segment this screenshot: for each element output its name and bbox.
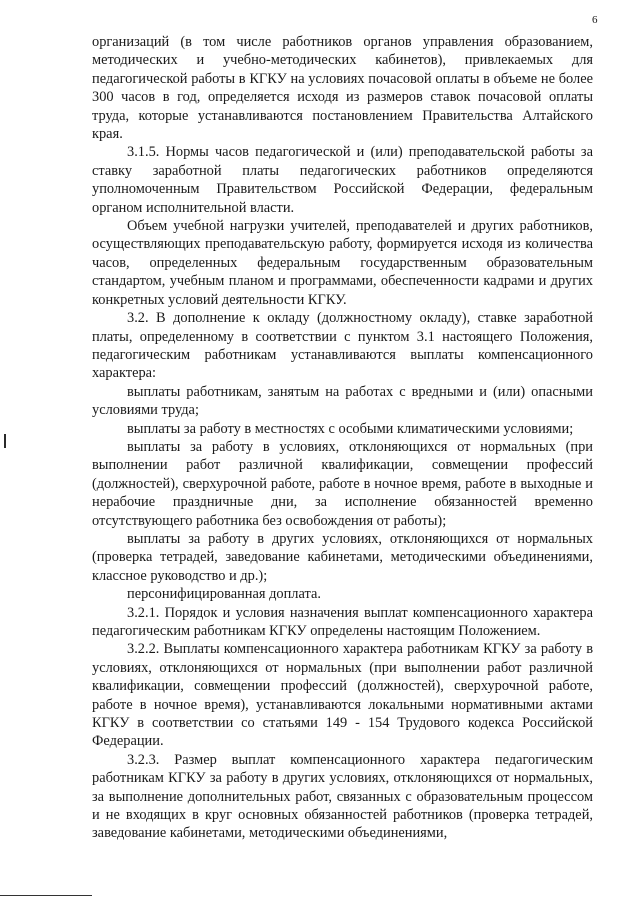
paragraph-3-1-5: 3.1.5. Нормы часов педагогической и (или) преподавательской работы за ставку заработной платы педагогических работников определяются уполномоченным Правительством Российской Федерации, федеральным органом исполнительной власти. [92,144,593,216]
margin-mark [4,434,6,448]
document-body [92,33,593,843]
paragraph-3-2-1: 3.2.1. Порядок и условия назначения выплат компенсационного характера педагогическим работникам КГКУ определены настоящим Положением. [92,604,593,639]
list-item-climatic-conditions: выплаты за работу в местностях с особыми климатическими условиями; [127,420,574,437]
list-item-abnormal-conditions: выплаты за работу в условиях, отклоняющихся от нормальных (при выполнении работ различной квалификации, совмещении профессий (должностей), сверхурочной работе, работе в ночное время, работе в выходные и нерабочие праздничные дни, за исполнение обязанностей временно отсутствующего работника без освобождения от работы); [92,438,593,529]
paragraph-3-2-2: 3.2.2. Выплаты компенсационного характера работникам КГКУ за работу в условиях, отклоняющихся от нормальных (при выполнении работ различной квалификации, совмещении профессий (должностей), сверхурочной работе, работе в ночное время), устанавливаются локальными нормативными актами КГКУ в соответствии со статьями 149 - 154 Трудового кодекса Российской Федерации. [92,641,593,750]
page-number: 6 [592,14,598,26]
footnote-rule [0,895,92,896]
paragraph-continuation: организаций (в том числе работников органов управления образованием, методических и учебно-методических кабинетов), привлекаемых для педагогической работы в КГКУ на условиях почасовой оплаты в объеме не более 300 часов в год, определяется исходя из размеров ставок почасовой оплаты труда, которые устанавливаются постановлением Правительства Алтайского края. [92,34,593,143]
paragraph-3-2: 3.2. В дополнение к окладу (должностному окладу), ставке заработной платы, определенному в соответствии с пунктом 3.1 настоящего Положения, педагогическим работникам устанавливаются выплаты компенсационного характера: [92,310,593,382]
list-item-hazardous-work: выплаты работникам, занятым на работах с вредными и (или) опасными условиями труда; [92,383,593,419]
paragraph-3-2-3: 3.2.3. Размер выплат компенсационного характера педагогическим работникам КГКУ за работу в других условиях, отклоняющихся от нормальных, за выполнение дополнительных работ, связанных с образовательным процессом и не входящих в круг основных обязанностей работников (проверка тетрадей, заведование кабинетами, методическими объединениями, [92,751,593,842]
list-item-other-conditions: выплаты за работу в других условиях, отклоняющихся от нормальных (проверка тетрадей, заведование кабинетами, методическими объединениями, классное руководство и др.); [92,530,593,584]
list-item-personal-bonus: персонифицированная доплата. [127,586,321,603]
paragraph-teaching-load: Объем учебной нагрузки учителей, преподавателей и других работников, осуществляющих преподавательскую работу, формируется исходя из количества часов, определенных федеральным государственным образовательным стандартом, учебным планом и программами, обеспеченности кадрами и других конкретных условий деятельности КГКУ. [92,218,593,308]
